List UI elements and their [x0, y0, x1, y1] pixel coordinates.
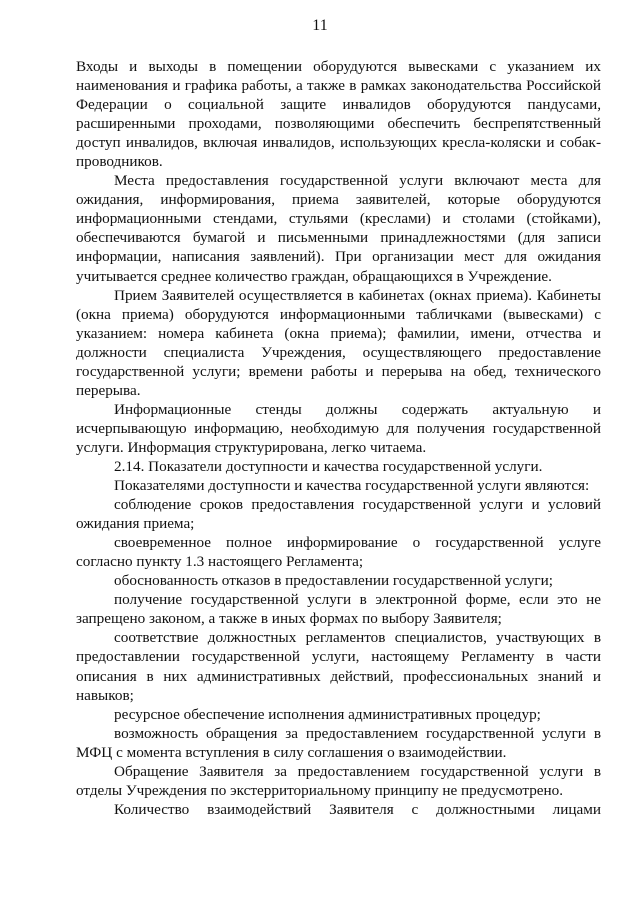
- paragraph-indicators-intro: Показателями доступности и качества государственной услуги являются:: [114, 477, 590, 495]
- document-body: [76, 57, 601, 819]
- list-item-mfc: возможность обращения за предоставлением государственной услуги в МФЦ с момента вступления в силу соглашения о взаимодействии.: [76, 724, 601, 761]
- list-item-deadlines: соблюдение сроков предоставления государственной услуги и условий ожидания приема;: [76, 496, 601, 533]
- list-item-electronic-form: получение государственной услуги в электронной форме, если это не запрещено законом, а также в иных формах по выбору Заявителя;: [76, 591, 601, 628]
- paragraph-service-places: Места предоставления государственной услуги включают места для ожидания, информирования, приема заявителей, которые оборудуются информационными стендами, стульями (креслами) и столами (стойками), обеспечиваются бумагой и письменными принадлежностями (для записи информации, написания заявлений). При организации мест для ожидания учитывается среднее количество граждан, обращающихся в Учреждение.: [76, 172, 601, 285]
- list-item-informing: своевременное полное информирование о государственной услуге согласно пункту 1.3 настоящего Регламента;: [76, 534, 601, 571]
- paragraph-interactions-count: Количество взаимодействий Заявителя с должностными лицами: [114, 800, 601, 818]
- paragraph-info-stands: Информационные стенды должны содержать актуальную и исчерпывающую информацию, необходимую для получения государственной услуги. Информация структурирована, легко читаема.: [76, 400, 601, 456]
- section-heading-2-14: 2.14. Показатели доступности и качества государственной услуги.: [114, 457, 543, 475]
- page-number: 11: [312, 17, 328, 34]
- list-item-job-regulations: соответствие должностных регламентов специалистов, участвующих в предоставлении государственной услуги, настоящему Регламенту в части описания в них административных действий, профессиональных знаний и навыков;: [76, 629, 601, 704]
- list-item-refusals: обоснованность отказов в предоставлении государственной услуги;: [114, 572, 554, 590]
- paragraph-extraterritorial: Обращение Заявителя за предоставлением государственной услуги в отделы Учреждения по экстерриториальному принципу не предусмотрено.: [76, 762, 601, 799]
- paragraph-entrances: Входы и выходы в помещении оборудуются вывесками с указанием их наименования и графика работы, а также в рамках законодательства Российской Федерации о социальной защите инвалидов оборудуются пандусами, расширенными проходами, позволяющими обеспечить беспрепятственный доступ инвалидов, включая инвалидов, использующих кресла-коляски и собак-проводников.: [76, 58, 601, 171]
- list-item-resources: ресурсное обеспечение исполнения административных процедур;: [114, 705, 541, 723]
- paragraph-reception: Прием Заявителей осуществляется в кабинетах (окнах приема). Кабинеты (окна приема) оборудуются информационными табличками (вывесками) с указанием: номера кабинета (окна приема); фамилии, имени, отчества и должности специалиста Учреждения, осуществляющего предоставление государственной услуги; времени работы и перерыва на обед, технического перерыва.: [76, 286, 601, 399]
